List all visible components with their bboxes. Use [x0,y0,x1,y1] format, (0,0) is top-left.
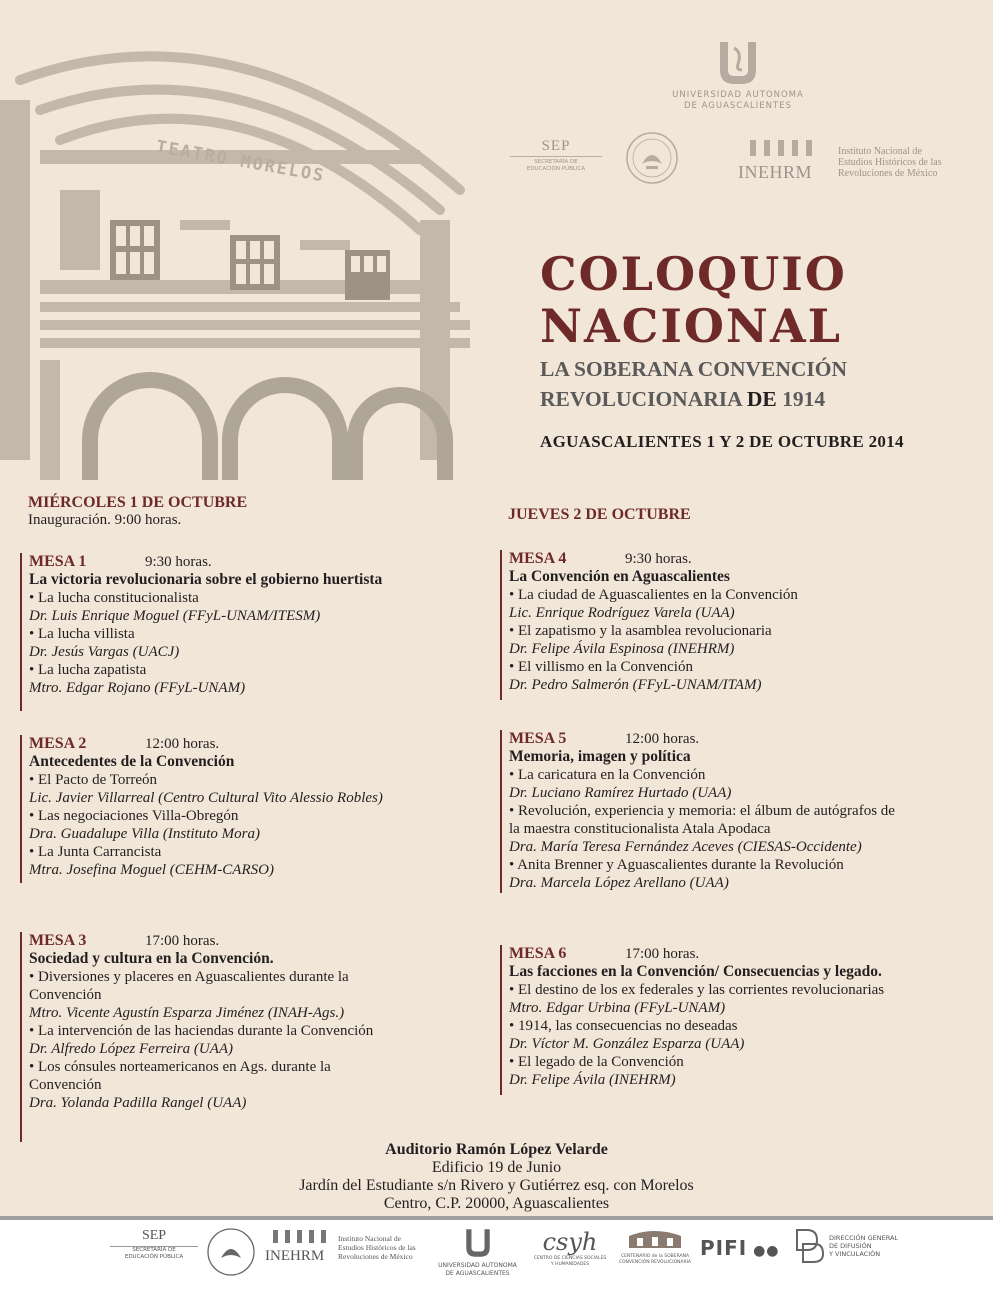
mesa-header [509,730,989,748]
talk-title: • La Junta Carrancista [29,844,162,860]
footer-sep-sub2: EDUCACIÓN PÚBLICA [124,1254,184,1260]
footer-dg-line3: Y VINCULACIÓN [829,1250,881,1258]
talk-title: • El zapatismo y la asamblea revolucionaria [509,623,772,639]
uaa-mark-icon [716,40,760,86]
inehrm-columns-icon [738,138,824,158]
talk-title: • La ciudad de Aguascalientes en la Convención [509,587,798,603]
talk-title: • 1914, las consecuencias no deseadas [509,1018,738,1034]
speaker-name: Dra. Yolanda Padilla Rangel (UAA) [29,1095,247,1111]
footer-centenario-building-icon [625,1228,685,1250]
event-date: AGUASCALIENTES 1 Y 2 DE OCTUBRE 2014 [540,432,904,451]
day1-heading [20,494,480,529]
footer-inehrm-line2: Estudios Históricos de las [338,1243,416,1252]
subtitle-line2 [540,386,970,412]
footer-inehrm-text [338,1234,438,1261]
speaker-name: Lic. Enrique Rodríguez Varela (UAA) [509,605,735,621]
sep-title: SEP [541,138,571,154]
talk-title: • La intervención de las haciendas durante la Convención [29,1023,374,1039]
venue-city: Centro, C.P. 20000, Aguascalientes [383,1195,610,1212]
mesa-topic: La Convención en Aguascalientes [509,568,730,585]
inehrm-logo [738,138,942,183]
speaker-name: Dr. Alfredo López Ferreira (UAA) [29,1041,234,1057]
theatre-sign: TEATRO MORELOS [154,137,327,187]
talk-title: • Los cónsules norteamericanos en Ags. durante la [29,1059,331,1075]
speaker-name: Dr. Felipe Ávila Espinosa (INEHRM) [509,641,735,657]
mesa-header [29,932,489,950]
speaker-name: Mtro. Edgar Urbina (FFyL-UNAM) [509,1000,726,1016]
footer-pifi-title: PIFI [700,1236,748,1260]
inehrm-line3: Revoluciones de México [838,168,938,179]
speaker-name: Mtro. Vicente Agustín Esparza Jiménez (INAH-Ags.) [29,1005,345,1021]
uaa-line1: UNIVERSIDAD AUTONOMA [672,90,804,100]
mesa-header [29,735,489,753]
footer-uaa-line2: DE AGUASCALIENTES [445,1270,510,1277]
footer-inehrm-logo [265,1228,335,1265]
mesa-header [509,550,989,568]
speaker-name: Dr. Víctor M. González Esparza (UAA) [509,1036,745,1052]
footer-centenario-line1: CENTENARIO de la SOBERANA [620,1254,690,1259]
footer-uaa-line1: UNIVERSIDAD AUTONOMA [438,1262,517,1269]
speaker-name: Mtro. Edgar Rojano (FFyL-UNAM) [29,680,246,696]
inehrm-line1: Instituto Nacional de [838,146,922,157]
inehrm-line2: Estudios Históricos de las [838,157,942,168]
mesa-topic: Sociedad y cultura en la Convención. [29,950,274,967]
talk-title: • Anita Brenner y Aguascalientes durante la Revolución [509,857,844,873]
footer-centenario-logo [615,1228,695,1266]
footer-inehrm-line3: Revoluciones de México [338,1252,413,1261]
venue-info [0,1141,993,1213]
footer-dg-mark-icon [795,1228,825,1264]
mesa-header [29,553,489,571]
uaa-logo [658,40,818,112]
subtitle-line1: LA SOBERANA CONVENCIÓN [540,357,848,381]
title-line1: COLOQUIO [540,247,847,301]
footer-pifi-dots-icon: ●● [747,1243,780,1259]
footer-csyh-line2: Y HUMANIDADES [550,1262,590,1267]
mesa-header [509,945,989,963]
mesa-label: MESA 1 [29,553,87,570]
talk-title: la maestra constitucionalista Atala Apodaca [509,821,771,837]
speaker-name: Dr. Luis Enrique Moguel (FFyL-UNAM/ITESM) [29,608,321,624]
talk-title: • Diversiones y placeres en Aguascalientes durante la [29,969,349,985]
sep-sub1: SECRETARÍA DE [534,159,578,165]
footer-dg-line2: DE DIFUSIÓN [829,1242,872,1250]
subtitle-de: DE [746,387,777,411]
venue-building: Edificio 19 de Junio [431,1159,562,1176]
footer-inehrm-columns-icon [265,1228,331,1244]
talk-title: Convención [29,1077,102,1093]
mesa-time: 12:00 horas. [625,731,700,747]
subtitle-revolucionaria: REVOLUCIONARIA [540,387,742,411]
speaker-name: Dr. Felipe Ávila (INEHRM) [509,1072,676,1088]
speaker-name: Dr. Pedro Salmerón (FFyL-UNAM/ITAM) [509,677,762,693]
mesa-label: MESA 3 [29,932,87,949]
footer-logos [0,1216,993,1295]
day2-heading [500,506,980,524]
talk-title: • Revolución, experiencia y memoria: el álbum de autógrafos de [509,803,895,819]
talk-title: • Las negociaciones Villa-Obregón [29,808,239,824]
talk-title: • La lucha villista [29,626,135,642]
talk-title: • La lucha constitucionalista [29,590,199,606]
footer-sep-sub1: SECRETARÍA DE [132,1247,176,1253]
mesa-6 [500,945,989,1095]
mesa-topic: Memoria, imagen y política [509,748,691,765]
footer-centenario-line2: CONVENCIÓN REVOLUCIONARIA [618,1260,692,1265]
footer-csyh-logo [530,1228,610,1268]
footer-dg-line1: DIRECCIÓN GENERAL [829,1234,899,1242]
speaker-name: Dra. Marcela López Arellano (UAA) [509,875,729,891]
day1-title: MIÉRCOLES 1 DE OCTUBRE [28,494,248,511]
uaa-line2: DE AGUASCALIENTES [684,101,792,111]
talk-title: • La caricatura en la Convención [509,767,706,783]
footer-inehrm-line1: Instituto Nacional de [338,1234,401,1243]
footer-mexico-seal-icon [205,1226,257,1278]
footer-csyh-title: csyh [542,1228,598,1256]
speaker-name: Mtra. Josefina Moguel (CEHM-CARSO) [29,862,274,878]
venue-name: Auditorio Ramón López Velarde [385,1141,608,1158]
venue-address: Jardín del Estudiante s/n Rivero y Gutiérrez esq. con Morelos [299,1177,694,1194]
sep-logo [510,138,602,173]
mesa-2 [20,735,489,883]
mesa-label: MESA 5 [509,730,567,747]
inauguration-line: Inauguración. 9:00 horas. [28,512,182,528]
mesa-label: MESA 6 [509,945,567,962]
talk-title: • El destino de los ex federales y las corrientes revolucionarias [509,982,885,998]
day2-title: JUEVES 2 DE OCTUBRE [508,506,691,523]
title-block [540,247,970,451]
mesa-label: MESA 4 [509,550,567,567]
talk-title: Convención [29,987,102,1003]
mesa-topic: Antecedentes de la Convención [29,753,235,770]
teatro-morelos-illustration [0,40,470,480]
footer-uaa-logo [430,1228,525,1278]
talk-title: • La lucha zapatista [29,662,147,678]
footer-csyh-line1: CENTRO DE CIENCIAS SOCIALES [533,1256,607,1261]
footer-sep-logo [110,1228,198,1261]
sep-sub2: EDUCACIÓN PÚBLICA [526,166,586,172]
mesa-time: 12:00 horas. [145,736,220,752]
mesa-time: 17:00 horas. [145,933,220,949]
footer-inehrm-title: INEHRM [265,1248,325,1264]
mesa-topic: La victoria revolucionaria sobre el gobierno huertista [29,571,383,588]
mesa-time: 9:30 horas. [625,551,692,567]
talk-title: • El Pacto de Torreón [29,772,158,788]
talk-title: • El legado de la Convención [509,1054,684,1070]
mesa-3 [20,932,489,1142]
speaker-name: Dr. Luciano Ramírez Hurtado (UAA) [509,785,732,801]
mesa-topic: Las facciones en la Convención/ Consecuencias y legado. [509,963,882,980]
mesa-time: 17:00 horas. [625,946,700,962]
talk-title: • El villismo en la Convención [509,659,693,675]
footer-pifi-logo [700,1236,780,1260]
subtitle-year: 1914 [782,387,826,411]
mesa-time: 9:30 horas. [145,554,212,570]
speaker-name: Dra. Guadalupe Villa (Instituto Mora) [29,826,260,842]
speaker-name: Dr. Jesús Vargas (UACJ) [29,644,180,660]
inehrm-title: INEHRM [738,162,812,182]
mexico-seal-icon [624,130,680,186]
mesa-5 [500,730,989,893]
speaker-name: Dra. María Teresa Fernández Aceves (CIESAS-Occidente) [509,839,862,855]
footer-uaa-mark-icon [463,1228,493,1258]
mesa-label: MESA 2 [29,735,87,752]
speaker-name: Lic. Javier Villarreal (Centro Cultural Vito Alessio Robles) [29,790,383,806]
mesa-4 [500,550,989,700]
mesa-1 [20,553,489,711]
footer-sep-title: SEP [141,1228,167,1243]
title-line2: NACIONAL [540,299,843,353]
